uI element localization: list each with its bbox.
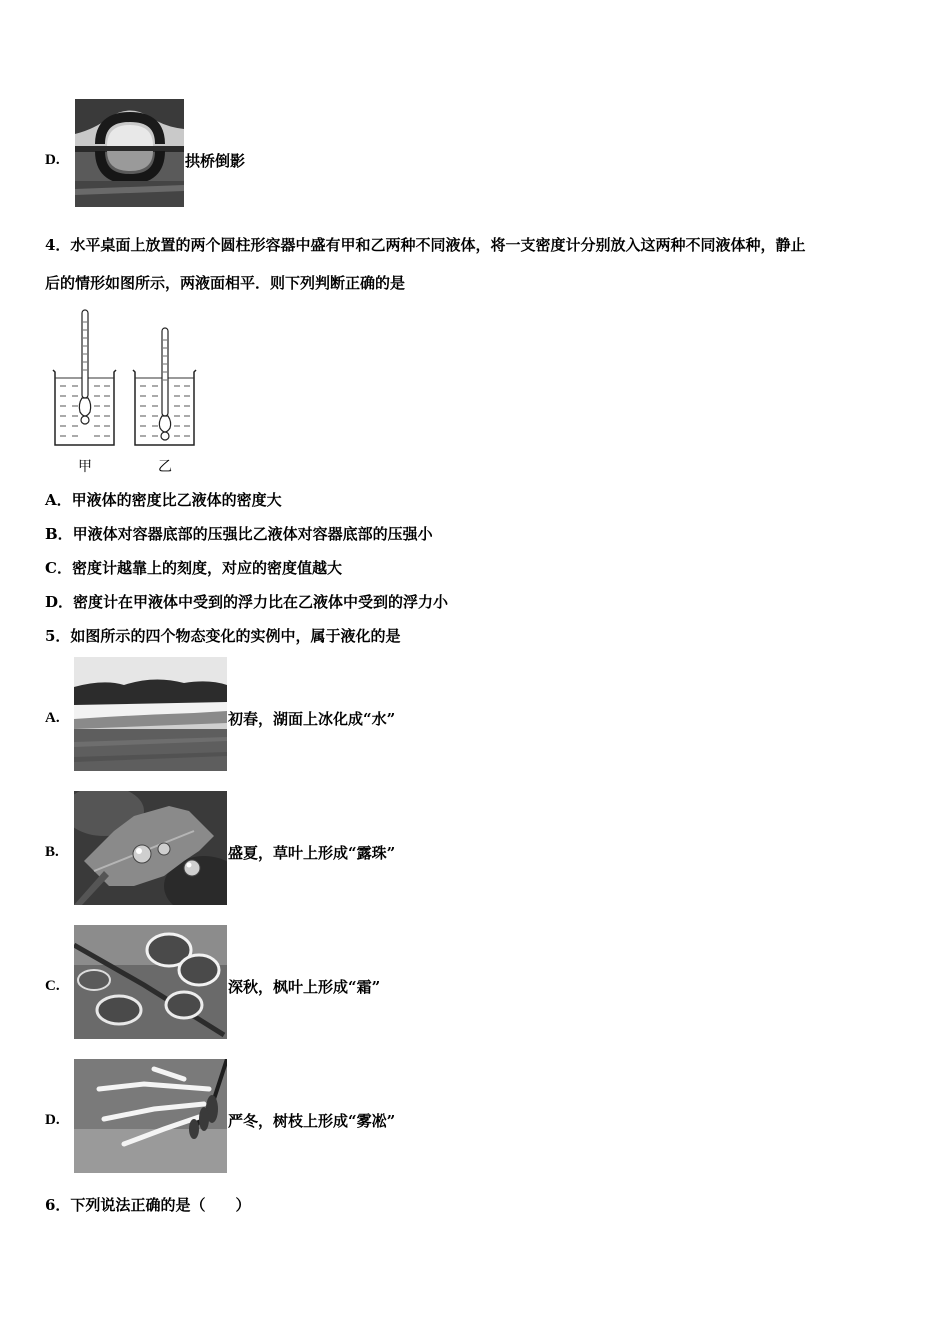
q3-option-d-caption: 拱桥倒影: [185, 152, 246, 170]
q4-stem-line-2: 后的情形如图所示，两液面相平．则下列判断正确的是: [45, 274, 406, 292]
beaker-label-yi: 乙: [158, 459, 172, 475]
q5-option-a-caption: 初春，湖面上冰化成“水”: [228, 710, 396, 728]
hydrometer-beakers-figure: [50, 308, 210, 478]
q5-option-d-letter: D.: [45, 1112, 60, 1128]
q5-option-a-letter: A.: [45, 710, 60, 726]
q5-option-c-caption: 深秋，枫叶上形成“霜”: [228, 978, 381, 996]
q5-stem: 5．如图所示的四个物态变化的实例中，属于液化的是: [45, 627, 401, 645]
arch-bridge-reflection-photo: [75, 99, 184, 207]
frost-on-leaf-photo: [74, 925, 227, 1039]
beaker-label-jia: 甲: [78, 459, 92, 475]
q4-option-b: B．甲液体对容器底部的压强比乙液体对容器底部的压强小: [45, 525, 433, 543]
rime-on-branch-photo: [74, 1059, 227, 1173]
q4-stem-line-1: 4．水平桌面上放置的两个圆柱形容器中盛有甲和乙两种不同液体，将一支密度计分别放入这两种不同液体种，静止: [45, 236, 806, 254]
q5-option-b-caption: 盛夏，草叶上形成“露珠”: [228, 844, 396, 862]
dewdrops-on-leaf-photo: [74, 791, 227, 905]
thawing-lake-photo: [74, 657, 227, 771]
q5-option-b-letter: B.: [45, 844, 59, 860]
q5-option-c-letter: C.: [45, 978, 60, 994]
q6-stem: 6．下列说法正确的是（ ）: [45, 1196, 251, 1214]
q3-option-d-letter: D.: [45, 152, 60, 168]
q5-option-d-caption: 严冬，树枝上形成“雾凇”: [228, 1112, 396, 1130]
q4-option-d: D．密度计在甲液体中受到的浮力比在乙液体中受到的浮力小: [45, 593, 449, 611]
q4-option-a: A．甲液体的密度比乙液体的密度大: [45, 491, 282, 509]
q4-option-c: C．密度计越靠上的刻度，对应的密度值越大: [45, 559, 342, 577]
